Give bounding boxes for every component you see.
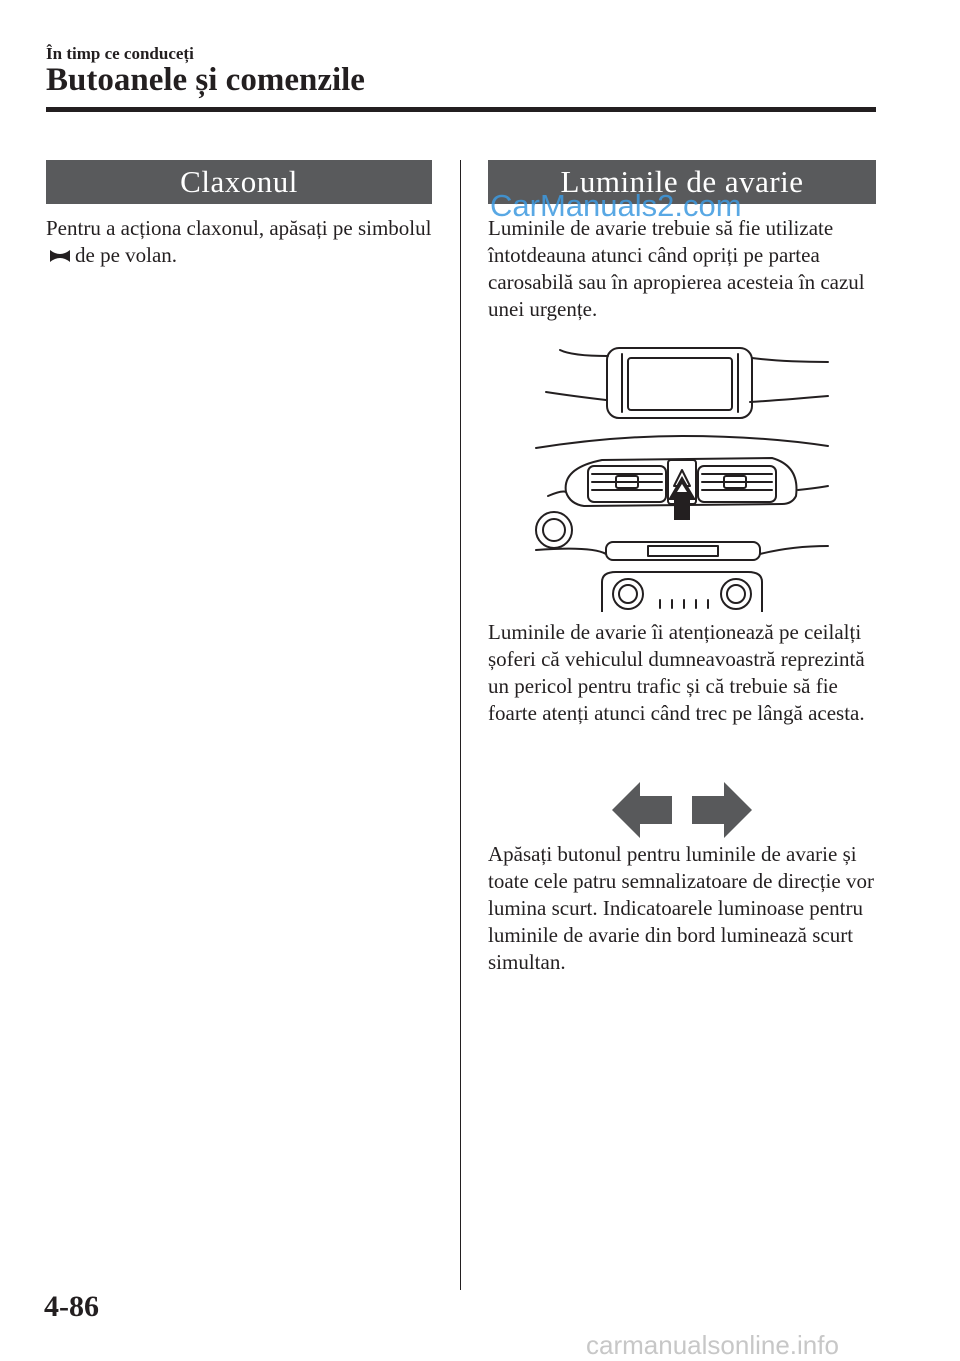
avarie-paragraph-3: Apăsați butonul pentru luminile de avarie și toate cele patru semnalizatoare de direcție vor lumina scurt. Indicatoarele luminoase pentru luminile de avarie din bord luminează scurt simultan. — [488, 842, 874, 974]
section-title: Butoanele și comenzile — [46, 62, 365, 98]
horn-icon — [48, 244, 72, 271]
footer-watermark: carmanualsonline.info — [586, 1330, 839, 1360]
claxonul-text-before: Pentru a acționa claxonul, apăsați pe simbolul — [46, 216, 432, 240]
page-number: 4-86 — [44, 1290, 99, 1323]
turn-signal-arrows-icon — [612, 782, 752, 843]
header-rule — [46, 107, 876, 112]
avarie-paragraph-2: Luminile de avarie îi atenționează pe ceilalți șoferi că vehiculul dumneavoastră reprezintă un pericol pentru trafic și că trebuie să fie foarte atenți atunci când trec pe lângă acesta. — [488, 620, 865, 725]
claxonul-heading: Claxonul — [46, 160, 432, 204]
claxonul-text-after: de pe volan. — [75, 243, 178, 267]
column-divider — [460, 160, 461, 1290]
avarie-paragraph-1: Luminile de avarie trebuie să fie utilizate întotdeauna atunci când opriți pe partea carosabilă sau în apropierea acesteia în cazul unei urgențe. — [488, 216, 865, 321]
chapter-title: În timp ce conduceți — [46, 44, 194, 63]
dashboard-hazard-illustration — [532, 340, 832, 617]
watermark-overlay: CarManuals2.com — [490, 188, 742, 223]
claxonul-paragraph — [46, 215, 432, 271]
luminile-de-avarie-heading: Luminile de avarie — [488, 160, 876, 204]
